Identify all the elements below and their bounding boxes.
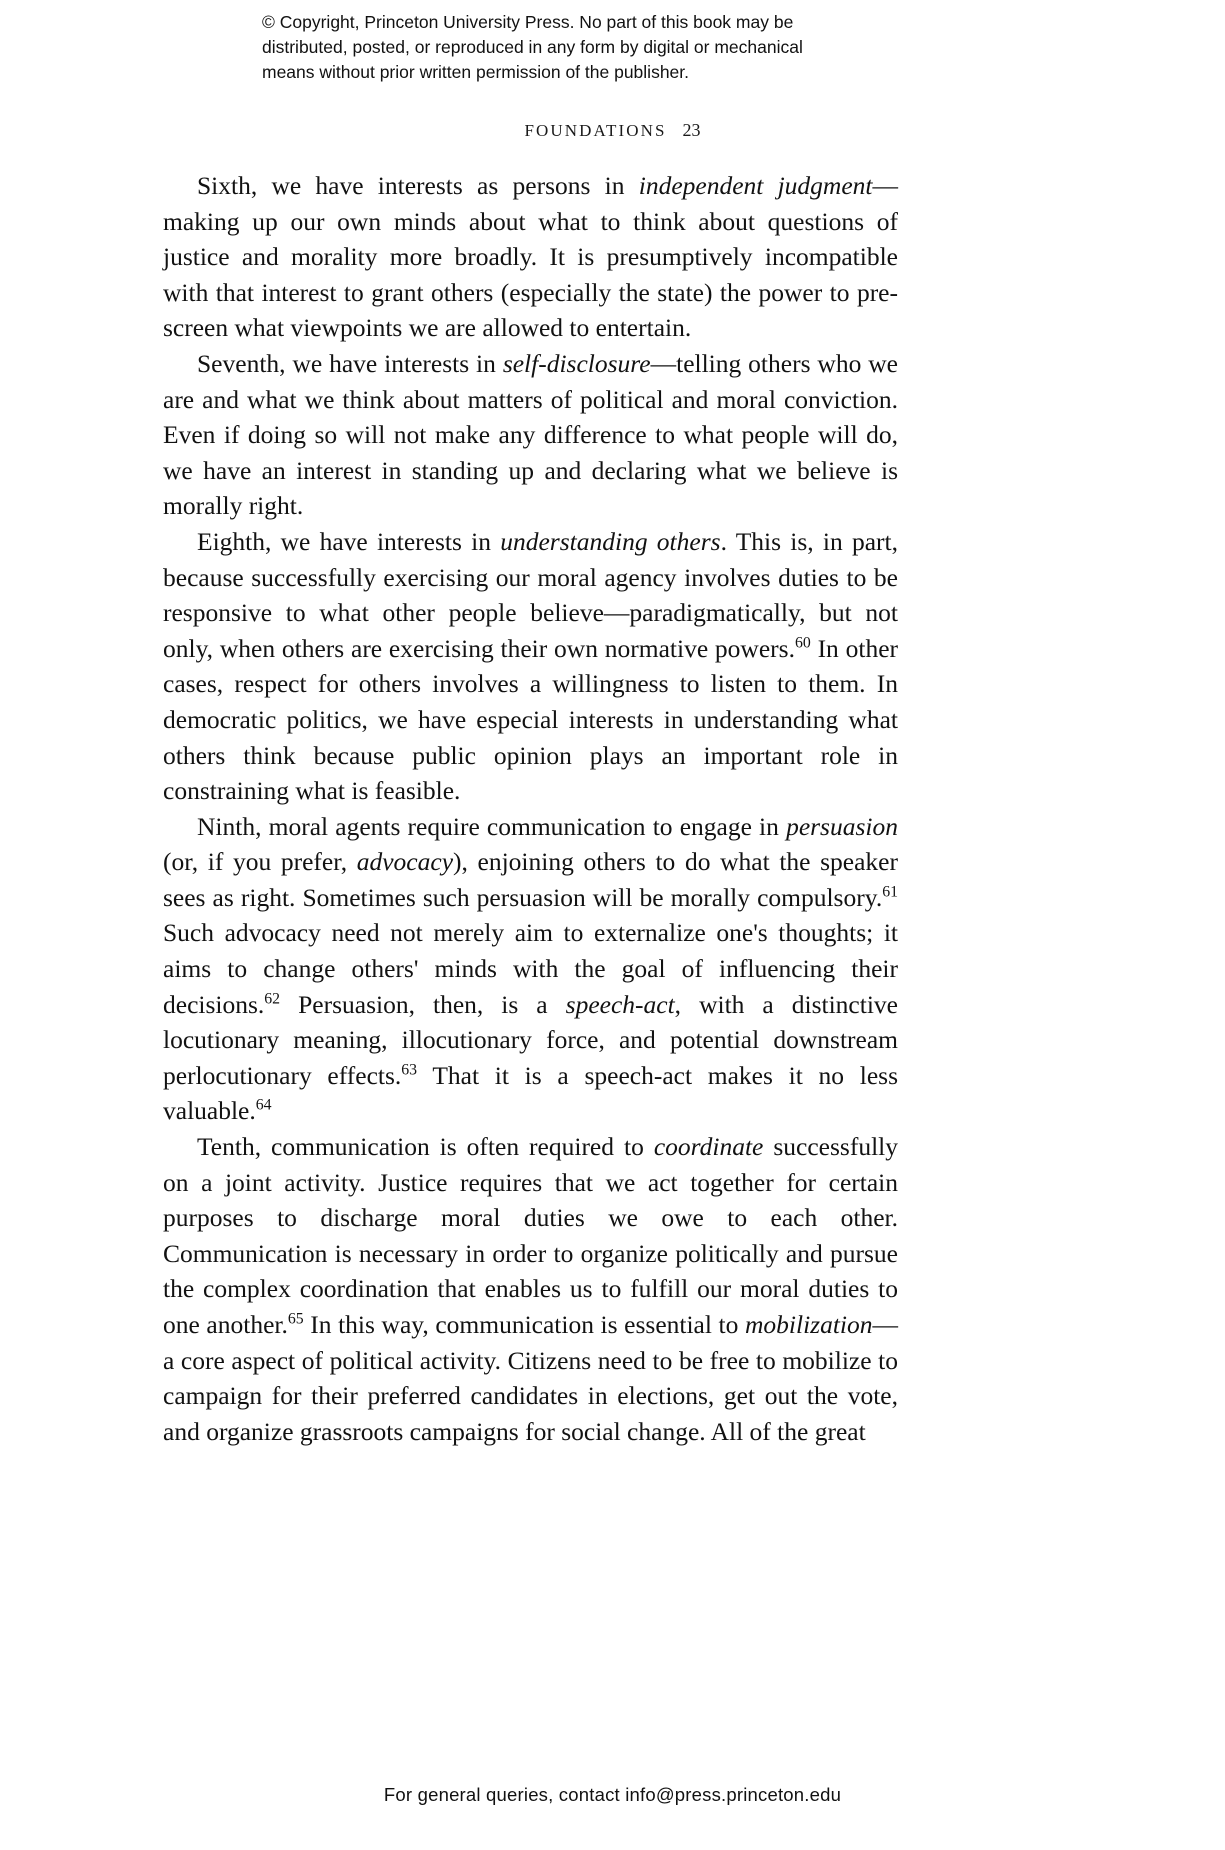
footer-queries-note: For general queries, contact info@press.princeton.edu	[383, 1784, 842, 1805]
para-tenth: Tenth, communication is often required to coordinate successfully on a joint activity. Justice requires that we act together for certain purposes to discharge moral duties we owe to each other. Communication is necessary in order to organize politically and pursue the complex coordination that enables us to fulfill our moral duties to one another.$^{65}$ In this way, communication is essential to mobilization—a core aspect of political activity. Citizens need to be free to mobilize to campaign for their preferred candidates in elections, get out the vote, and organize grassroots campaigns for social change. All of the great	[163, 1132, 898, 1446]
copyright-line-1: © Copyright, Princeton University Press. No part of this book may be	[262, 12, 794, 32]
copyright-notice	[262, 10, 962, 85]
para-sixth: Sixth, we have interests as persons in independent judgment—making up our own minds about what to think about questions of justice and morality more broadly. It is presumptively incompatible with that interest to grant others (especially the state) the power to pre-screen what viewpoints we are allowed to entertain.	[163, 171, 898, 343]
copyright-line-3: means without prior written permission of the publisher.	[262, 62, 690, 82]
running-head	[0, 120, 1225, 141]
para-ninth: Ninth, moral agents require communication to engage in persuasion (or, if you prefer, advocacy), enjoining others to do what the speaker sees as right. Sometimes such persuasion will be morally compulsory.$^{61}$ Such advocacy need not merely aim to externalize one's thoughts; it aims to change others' minds with the goal of influencing their decisions.$^{62}$ Persuasion, then, is a speech-act, with a distinctive locutionary meaning, illocutionary force, and potential downstream perlocutionary effects.$^{63}$ That it is a speech-act makes it no less valuable.$^{64}$	[163, 811, 898, 1126]
running-head-chapter: FOUNDATIONS	[524, 121, 667, 140]
copyright-line-2: distributed, posted, or reproduced in any form by digital or mechanical	[262, 37, 803, 57]
body-text	[163, 168, 898, 1449]
para-eighth: Eighth, we have interests in understanding others. This is, in part, because successfully exercising our moral agency involves duties to be responsive to what other people believe—paradigmatically, but not only, when others are exercising their own normative powers.$^{60}$ In other cases, respect for others involves a willingness to listen to them. In democratic politics, we have especial interests in understanding what others think because public opinion plays an important role in constraining what is feasible.	[163, 526, 898, 806]
para-seventh: Seventh, we have interests in self-disclosure—telling others who we are and what we think about matters of political and moral conviction. Even if doing so will not make any difference to what people will do, we have an interest in standing up and declaring what we believe is morally right.	[163, 348, 898, 521]
page-number: 23	[682, 120, 701, 140]
